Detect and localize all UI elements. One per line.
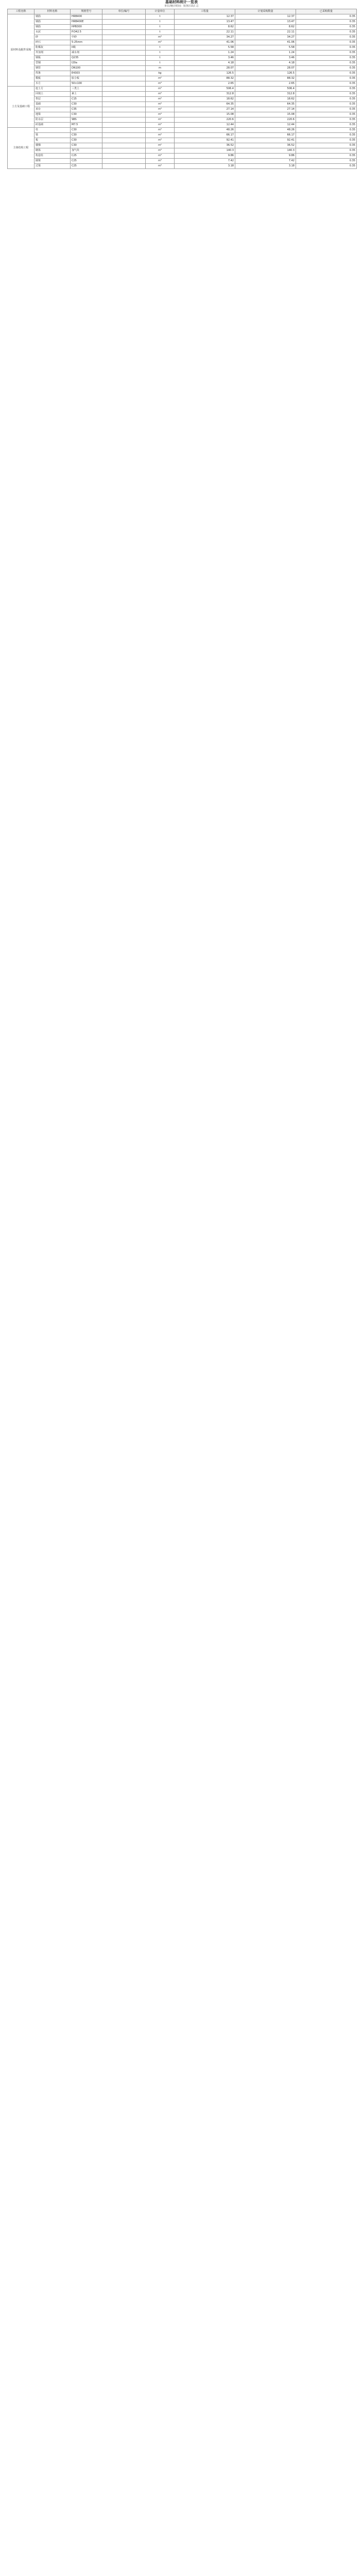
table-cell: C25 <box>71 164 102 169</box>
table-cell: m³ <box>146 40 175 45</box>
table-cell: 砂 <box>34 35 71 40</box>
column-header: 工程名称 <box>8 9 34 14</box>
table-cell: 3.46 <box>235 56 296 61</box>
table-cell: 素土 <box>71 92 102 97</box>
table-row <box>8 154 357 159</box>
table-body <box>8 14 357 169</box>
material-table <box>7 9 357 169</box>
table-cell: 1.24 <box>235 50 296 56</box>
table-cell: 0.35 <box>296 56 357 61</box>
table-cell: 梁 <box>34 133 71 138</box>
table-cell: 7.42 <box>175 159 235 164</box>
table-cell: 48.26 <box>235 128 296 133</box>
table-cell: 0.35 <box>296 107 357 112</box>
table-cell: 防水层 <box>34 117 71 123</box>
table-cell: 18.62 <box>175 97 235 102</box>
table-cell: t <box>146 25 175 30</box>
table-cell: 承台 <box>34 107 71 112</box>
table-cell: 0.35 <box>296 97 357 102</box>
table-cell: 钢板 <box>34 56 71 61</box>
table-cell <box>102 66 146 71</box>
table-cell: 4.18 <box>235 61 296 66</box>
table-cell: 基础 <box>34 102 71 107</box>
table-cell <box>102 35 146 40</box>
table-cell: 2.65 <box>175 81 235 87</box>
table-row <box>8 107 357 112</box>
table-cell <box>102 164 146 169</box>
table-cell: 0.35 <box>296 148 357 154</box>
column-header: 计量单位 <box>146 9 175 14</box>
table-cell: 28.07 <box>235 66 296 71</box>
table-cell: 胶合板 <box>71 76 102 81</box>
table-row <box>8 164 357 169</box>
table-cell: 66.17 <box>235 133 296 138</box>
table-row <box>8 138 357 143</box>
table-cell: 0.35 <box>296 14 357 20</box>
section-name-cell: 原材料及配件采购 <box>8 14 34 87</box>
table-cell: C30 <box>71 138 102 143</box>
table-cell: 92.41 <box>175 138 235 143</box>
table-cell: 钢筋 <box>34 14 71 20</box>
table-cell: m² <box>146 143 175 148</box>
column-header: 规格型号 <box>71 9 102 14</box>
table-cell <box>102 102 146 107</box>
table-row <box>8 97 357 102</box>
table-cell: 0.35 <box>296 123 357 128</box>
table-cell: 三类土 <box>71 87 102 92</box>
table-cell: 木方 <box>34 81 71 87</box>
table-cell <box>102 71 146 76</box>
table-cell <box>102 123 146 128</box>
table-row <box>8 30 357 35</box>
table-cell <box>102 159 146 164</box>
table-cell: 5.58 <box>235 45 296 50</box>
table-cell <box>102 143 146 148</box>
table-cell: 7.42 <box>235 159 296 164</box>
table-cell: 8.62 <box>175 25 235 30</box>
table-cell: 506.4 <box>235 87 296 92</box>
table-cell <box>102 138 146 143</box>
column-header: 工程量 <box>175 9 235 14</box>
table-cell: I20a <box>71 61 102 66</box>
table-cell: 钢筋 <box>34 25 71 30</box>
table-cell <box>102 117 146 123</box>
table-cell: 88.32 <box>235 76 296 81</box>
column-header: 材料名称 <box>34 9 71 14</box>
table-cell: C30 <box>71 102 102 107</box>
table-cell: C35 <box>71 107 102 112</box>
table-cell <box>102 45 146 50</box>
table-cell: M7.5 <box>71 123 102 128</box>
table-cell: 0.35 <box>296 71 357 76</box>
table-cell: t <box>146 45 175 50</box>
table-cell: 9.86 <box>175 154 235 159</box>
table-cell: 12.44 <box>175 123 235 128</box>
table-cell: m³ <box>146 128 175 133</box>
table-cell: 0.35 <box>296 25 357 30</box>
table-cell: 220.6 <box>235 117 296 123</box>
table-cell: 140.3 <box>175 148 235 154</box>
table-cell <box>102 148 146 154</box>
table-row <box>8 40 357 45</box>
table-cell: C15 <box>71 97 102 102</box>
table-cell: 0.35 <box>296 61 357 66</box>
table-row <box>8 76 357 81</box>
table-row <box>8 25 357 30</box>
document-subtitle: 单位/统计时间：按各区段汇总 <box>164 5 199 8</box>
table-cell: 加气块 <box>71 148 102 154</box>
table-cell: 板 <box>34 138 71 143</box>
table-cell: t <box>146 56 175 61</box>
table-cell: 钢管 <box>34 66 71 71</box>
table-cell: 0.35 <box>296 112 357 117</box>
table-cell: SBS <box>71 117 102 123</box>
table-cell: 0.35 <box>296 159 357 164</box>
table-cell: C25 <box>71 154 102 159</box>
table-cell: 8.62 <box>235 25 296 30</box>
table-cell: 0.35 <box>296 92 357 97</box>
table-cell: 1.24 <box>175 50 235 56</box>
table-cell: 2.65 <box>235 81 296 87</box>
table-cell: 15.08 <box>235 112 296 117</box>
table-cell: m³ <box>146 35 175 40</box>
table-cell: 506.4 <box>175 87 235 92</box>
table-cell: 焊条 <box>34 71 71 76</box>
table-cell: t <box>146 14 175 20</box>
table-row <box>8 133 357 138</box>
table-cell: DN100 <box>71 66 102 71</box>
table-cell: 过梁 <box>34 164 71 169</box>
table-cell: 0.35 <box>296 164 357 169</box>
table-cell: 64.35 <box>235 102 296 107</box>
table-cell: 22.11 <box>235 30 296 35</box>
table-cell <box>102 81 146 87</box>
table-cell: C30 <box>71 143 102 148</box>
table-cell: 砖基础 <box>34 123 71 128</box>
table-cell: HPB300 <box>71 25 102 30</box>
table-cell: m³ <box>146 159 175 164</box>
table-cell: 18.62 <box>235 97 296 102</box>
table-cell: 0.35 <box>296 30 357 35</box>
table-cell: P.O42.5 <box>71 30 102 35</box>
table-cell: 4.18 <box>175 61 235 66</box>
table-cell: 9.86 <box>235 154 296 159</box>
table-cell: t <box>146 50 175 56</box>
table-row <box>8 117 357 123</box>
table-cell <box>102 107 146 112</box>
table-cell: m² <box>146 76 175 81</box>
table-cell <box>102 50 146 56</box>
table-cell: 0.35 <box>296 128 357 133</box>
table-cell: 92.41 <box>235 138 296 143</box>
table-cell: t <box>146 20 175 25</box>
table-cell: 模板 <box>34 76 71 81</box>
table-cell: 3.18 <box>235 164 296 169</box>
table-cell <box>102 112 146 117</box>
table-cell: 27.14 <box>235 107 296 112</box>
table-cell: 0.35 <box>296 45 357 50</box>
table-cell: 12.44 <box>235 123 296 128</box>
table-cell: 126.5 <box>235 71 296 76</box>
table-cell: 66.17 <box>175 133 235 138</box>
table-cell: 0.35 <box>296 81 357 87</box>
table-cell: C25 <box>71 159 102 164</box>
table-row <box>8 159 357 164</box>
table-cell <box>102 61 146 66</box>
table-cell: 减水剂 <box>71 50 102 56</box>
table-row <box>8 112 357 117</box>
table-row <box>8 148 357 154</box>
table-cell: 41.06 <box>175 40 235 45</box>
table-cell: m³ <box>146 107 175 112</box>
table-row <box>8 123 357 128</box>
table-row <box>8 14 357 20</box>
table-cell: m³ <box>146 102 175 107</box>
table-row <box>8 87 357 92</box>
table-cell: m³ <box>146 97 175 102</box>
table-cell: Q235 <box>71 56 102 61</box>
table-cell: 型钢 <box>34 61 71 66</box>
table-cell: 0.35 <box>296 154 357 159</box>
table-cell: 12.37 <box>175 14 235 20</box>
table-cell: 22.11 <box>175 30 235 35</box>
table-cell: 0.35 <box>296 133 357 138</box>
table-cell: 28.07 <box>175 66 235 71</box>
table-cell: C30 <box>71 133 102 138</box>
table-cell: 36.52 <box>175 143 235 148</box>
table-cell: 15.08 <box>175 112 235 117</box>
table-cell: 0.35 <box>296 50 357 56</box>
table-row <box>8 102 357 107</box>
table-row <box>8 66 357 71</box>
table-cell: 64.35 <box>175 102 235 107</box>
table-cell: m³ <box>146 92 175 97</box>
column-header: 已采购数量 <box>296 9 357 14</box>
table-cell: 柱 <box>34 128 71 133</box>
table-cell: 构造柱 <box>34 154 71 159</box>
table-cell: 88.32 <box>175 76 235 81</box>
table-cell: II级 <box>71 45 102 50</box>
table-cell: 地梁 <box>34 112 71 117</box>
table-cell: 圈梁 <box>34 159 71 164</box>
table-cell <box>102 154 146 159</box>
table-cell: HRB400 <box>71 14 102 20</box>
table-cell: 13.47 <box>175 20 235 25</box>
table-cell: m³ <box>146 112 175 117</box>
table-row <box>8 92 357 97</box>
table-cell: 12.37 <box>235 14 296 20</box>
table-cell <box>102 20 146 25</box>
table-cell: 0.35 <box>296 143 357 148</box>
table-cell: 36.52 <box>235 143 296 148</box>
table-cell: 140.3 <box>235 148 296 154</box>
table-cell <box>102 87 146 92</box>
table-cell: m³ <box>146 81 175 87</box>
table-cell: m³ <box>146 154 175 159</box>
table-cell: 48.26 <box>175 128 235 133</box>
table-cell <box>102 133 146 138</box>
document-title: 基础材料统计一览表 <box>165 0 198 4</box>
table-cell: 0.35 <box>296 40 357 45</box>
table-cell: 0.35 <box>296 35 357 40</box>
table-cell: t <box>146 30 175 35</box>
table-header-row <box>8 9 357 14</box>
table-row <box>8 128 357 133</box>
table-cell: 粉煤灰 <box>34 45 71 50</box>
table-row <box>8 56 357 61</box>
table-cell: 楼梯 <box>34 143 71 148</box>
table-cell: 312.8 <box>235 92 296 97</box>
table-cell: 34.27 <box>235 35 296 40</box>
table-cell: HRB400E <box>71 20 102 25</box>
table-cell: t <box>146 61 175 66</box>
table-cell: 挖土方 <box>34 87 71 92</box>
table-cell: 0.35 <box>296 66 357 71</box>
table-cell: m³ <box>146 133 175 138</box>
table-cell: 垫层 <box>34 97 71 102</box>
table-cell: 5.58 <box>175 45 235 50</box>
table-cell <box>102 30 146 35</box>
table-cell: C30 <box>71 112 102 117</box>
table-cell: 0.35 <box>296 76 357 81</box>
column-header: 计划采购数量 <box>235 9 296 14</box>
table-cell: 外加剂 <box>34 50 71 56</box>
table-cell: 312.8 <box>175 92 235 97</box>
table-row <box>8 143 357 148</box>
table-cell: 3.18 <box>175 164 235 169</box>
table-cell: 41.06 <box>235 40 296 45</box>
table-cell <box>102 92 146 97</box>
table-cell <box>102 128 146 133</box>
table-cell: m³ <box>146 138 175 143</box>
table-cell: 13.47 <box>235 20 296 25</box>
table-cell: m³ <box>146 164 175 169</box>
table-cell: 0.35 <box>296 87 357 92</box>
table-row <box>8 45 357 50</box>
table-cell: m³ <box>146 123 175 128</box>
table-cell <box>102 76 146 81</box>
column-header: 单位/编号 <box>102 9 146 14</box>
table-cell: C30 <box>71 128 102 133</box>
table-cell: 0.35 <box>296 117 357 123</box>
table-cell: 27.14 <box>175 107 235 112</box>
table-cell: 34.27 <box>175 35 235 40</box>
table-cell: 50×100 <box>71 81 102 87</box>
table-cell: E4303 <box>71 71 102 76</box>
table-row <box>8 71 357 76</box>
table-row <box>8 20 357 25</box>
table-cell: m <box>146 66 175 71</box>
table-cell <box>102 14 146 20</box>
table-cell: 0.35 <box>296 20 357 25</box>
table-cell: m³ <box>146 148 175 154</box>
table-cell: 碎石 <box>34 40 71 45</box>
table-cell: kg <box>146 71 175 76</box>
table-cell: 126.5 <box>175 71 235 76</box>
table-cell <box>102 25 146 30</box>
table-cell <box>102 97 146 102</box>
table-cell <box>102 40 146 45</box>
table-cell <box>102 56 146 61</box>
table-cell: 砌体 <box>34 148 71 154</box>
table-cell: 0.35 <box>296 102 357 107</box>
table-cell: m² <box>146 117 175 123</box>
table-row <box>8 50 357 56</box>
table-cell: 中砂 <box>71 35 102 40</box>
table-cell: 钢筋 <box>34 20 71 25</box>
section-name-cell: 主体结构工程 <box>8 128 34 169</box>
table-row <box>8 61 357 66</box>
table-cell: 0.35 <box>296 138 357 143</box>
table-cell: 回填土 <box>34 92 71 97</box>
table-cell: 220.6 <box>175 117 235 123</box>
table-cell: 3.46 <box>175 56 235 61</box>
section-name-cell: 土方及基础工程 <box>8 87 34 128</box>
table-cell: 水泥 <box>34 30 71 35</box>
table-cell: m³ <box>146 87 175 92</box>
table-cell: 5-25mm <box>71 40 102 45</box>
table-row <box>8 81 357 87</box>
table-row <box>8 35 357 40</box>
